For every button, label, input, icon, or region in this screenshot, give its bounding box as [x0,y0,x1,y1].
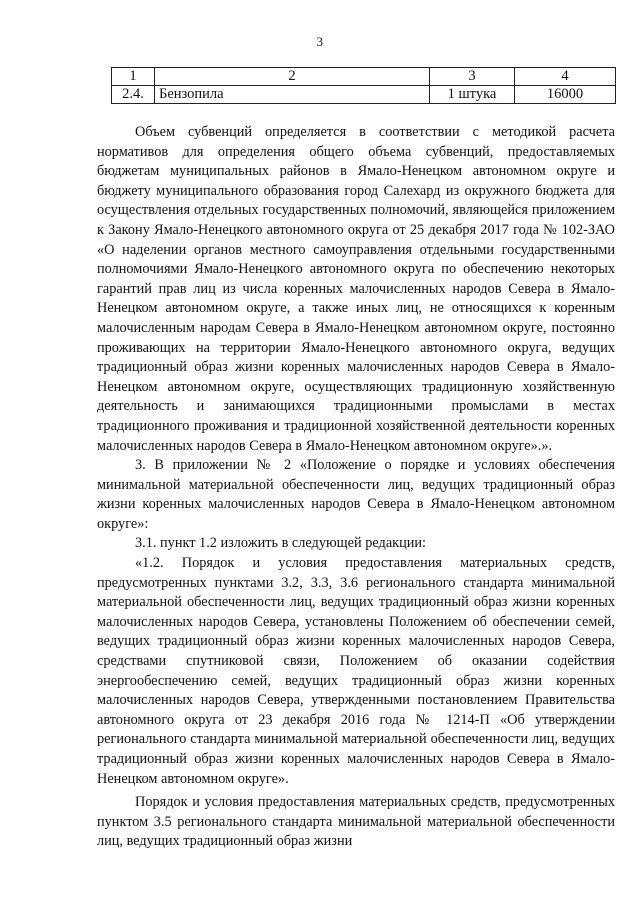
header-cell-1: 1 [112,68,155,86]
paragraph-appendix-2: 3. В приложении № 2 «Положение о порядке и условиях обеспечения минимальной материальной обеспеченности лиц, ведущих традиционный образ жизни коренных малочисленных народов Севера в Ямало-Ненецком автономном округе»: [97,457,615,532]
header-cell-3: 3 [430,68,515,86]
amount-cell: 16000 [515,86,616,104]
paragraph-clause-1-2: «1.2. Порядок и условия предоставления материальных средств, предусмотренных пунктами 3.2, 3.3, 3.6 регионального стандарта минимальной материальной обеспеченности лиц, ведущих традиционный образ жизни коренных малочисленных народов Севера, установлены Положением об обеспечении семей, ведущих традиционный образ жизни коренных малочисленных народов Севера, средствами спутниковой связи, Положением об оказании содействия энергообеспечению семей, ведущих традиционный образ жизни коренных малочисленных народов Севера, утвержденными постановлением Правительства автономного округа от 23 декабря 2016 года № 1214-П «Об утверждении регионального стандарта минимальной материальной обеспеченности лиц, ведущих традиционный образ жизни коренных малочисленных народов Севера в Ямало-Ненецком автономном округе». [97,555,615,787]
paragraph-procedure: Порядок и условия предоставления материальных средств, предусмотренных пунктом 3.5 регионального стандарта минимальной материальной обеспеченности лиц, ведущих традиционный образ жизни [97,794,615,850]
paragraph-clause-3-1: 3.1. пункт 1.2 изложить в следующей редакции: [135,535,427,552]
document-body [97,123,615,852]
quantity-cell: 1 штука [430,86,515,104]
table-header-row [112,68,616,86]
row-number-cell: 2.4. [112,86,155,104]
paragraph-subvention-volume: Объем субвенций определяется в соответствии с методикой расчета нормативов для определения общего объема субвенций, предоставляемых бюджетам муниципальных районов в Ямало-Ненецком автономном округе и бюджету муниципального образования город Салехард из окружного бюджета для осуществления отдельных государственных полномочий, являющейся приложением к Закону Ямало-Ненецкого автономного округа от 25 декабря 2017 года № 102-ЗАО «О наделении органов местного самоуправления отдельными государственными полномочиями Ямало-Ненецкого автономного округа по обеспечению некоторых гарантий прав лиц из числа коренных малочисленных народов Севера в Ямало-Ненецком автономном округе, а также иных лиц, не относящихся к коренным малочисленным народам Севера в Ямало-Ненецком автономном округе, постоянно проживающих на территории Ямало-Ненецкого автономного округа, ведущих традиционный образ жизни коренных малочисленных народов Севера в Ямало-Ненецком автономном округе, осуществляющих традиционную хозяйственную деятельность и занимающихся традиционными промыслами в местах традиционного проживания и традиционной хозяйственной деятельности коренных малочисленных народов Севера в Ямало-Ненецком автономном округе».». [97,124,615,454]
table-row [112,86,616,104]
items-table [111,67,616,104]
page-number: 3 [316,34,324,49]
header-cell-2: 2 [155,68,430,86]
header-cell-4: 4 [515,68,616,86]
item-name-cell: Бензопила [155,86,430,104]
